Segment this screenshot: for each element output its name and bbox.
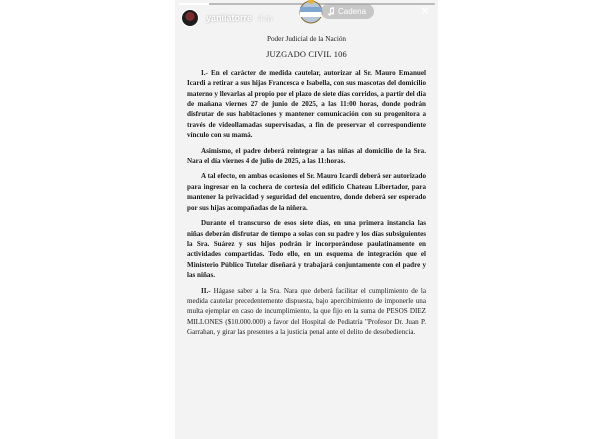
paragraph-1: I.- En el carácter de medida cautelar, autorizar al Sr. Mauro Emanuel Icardi a retirar a sus hijas Francesca e Isabella, con sus mascotas del domicilio materno y llevarlas al propio por el plazo de siete días corridos, a partir del día de mañana viernes 27 de junio de 2025, a las 11:00 horas, donde podrán disfrutar de sus habitaciones y mantener comunicación con su progenitora a través de videollamadas supervisadas, a fin de preservar el correspondiente vínculo con su mamá. <box>187 68 426 140</box>
story-progress-fill <box>178 3 209 5</box>
story-timestamp: 4 m <box>258 13 273 23</box>
document-court-title: JUZGADO CIVIL 106 <box>266 50 347 60</box>
music-label: Cadena <box>338 7 367 16</box>
paragraph-3: A tal efecto, en ambas ocasiones el Sr. Mauro Icardi deberá ser autorizado para ingresar en la cochera de cortesía del edificio Chateau Libertador, para mantener la privacidad y seguridad del encuentro, donde deberá ser esperado por sus hijas acompañadas de la niñera. <box>187 172 426 212</box>
close-icon[interactable]: ✕ <box>419 4 431 18</box>
court-document <box>175 0 438 439</box>
story-username[interactable]: yanilatorre <box>206 13 253 23</box>
story-viewer[interactable] <box>175 0 438 439</box>
paragraph-4: Durante el transcurso de esos siete días, en una primera instancia las niñas deberán disfrutar de tiempo a solas con su padre y los días subsiguientes la Sra. Suárez y sus hijos podrán ir incorporándose paulatinamente en actividades compartidas. Todo ello, en un esquema de integración que el Ministerio Público Tutelar diseñará y trabajará conjuntamente con el padre y las niñas. <box>187 219 426 280</box>
paragraph-5 <box>187 286 426 338</box>
document-org-header: Poder Judicial de la Nación <box>266 35 347 43</box>
paragraph-5-text: Hágase saber a la Sra. Nara que deberá facilitar el cumplimiento de la medida cautelar precedentemente dispuesta, bajo apercibimiento de imponerle una multa ejemplar en caso de incumplimiento, la que fijo en la suma de PESOS DIEZ MILLONES ($10.000.000) a favor del Hospital de Pediatría "Profesor Dr. Juan P. Garrahan, y girar las presentes a la justicia penal ante el delito de desobediencia. <box>187 286 426 337</box>
paragraph-5-lead: II.- <box>201 286 211 295</box>
paragraph-2: Asimismo, el padre deberá reintegrar a las niñas al domicilio de la Sra. Nara el día viernes 4 de julio de 2025, a las 11:horas. <box>187 146 426 166</box>
music-note-icon <box>327 7 335 16</box>
profile-avatar[interactable] <box>181 9 199 27</box>
music-sticker[interactable] <box>321 4 374 19</box>
